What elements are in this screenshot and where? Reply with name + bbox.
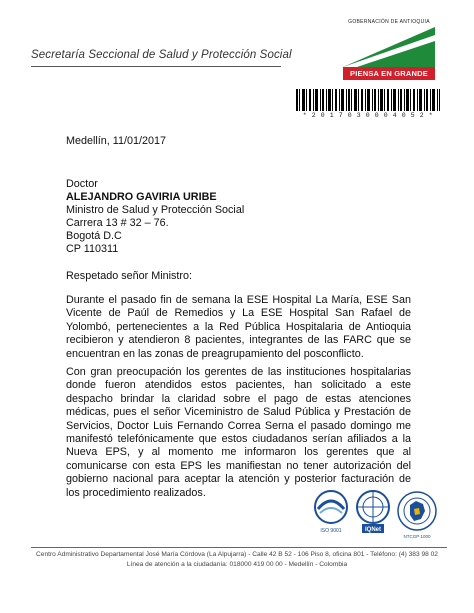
- body-paragraph-1: Durante el pasado fin de semana la ESE Hospital La María, ESE San Vicente de Paúl de Remedios y La ESE Hospital San Rafael de Yolombó, pertenecientes a la Red Pública Hospitalaria de Antioquia recibieron y atendieron 8 pacientes, integrantes de las FARC que se encuentran en las zonas de preagrupamiento del posconflicto.: [66, 294, 411, 360]
- iqnet-certification-logo: [354, 489, 392, 537]
- footer-address: Centro Administrativo Departamental José María Córdova (La Alpujarra) - Calle 42 B 52 - 106 Piso 8, oficina 801 - Teléfono: (4) 383 98 02: [36, 551, 438, 558]
- greeting: Respetado señor Ministro:: [66, 270, 193, 282]
- cert3-label: NTCGP 1000: [403, 534, 431, 539]
- recipient-city: Bogotá D.C: [66, 230, 122, 242]
- logo-banner: PIENSA EN GRANDE: [343, 67, 435, 80]
- cert2-label: IQNet: [364, 527, 382, 533]
- header-divider: [31, 66, 281, 67]
- footer-contact: Línea de atención a la ciudadanía: 018000 419 00 00 - Medellín - Colombia: [126, 561, 348, 568]
- flag-icon: [343, 27, 435, 67]
- gobernacion-logo: [343, 19, 435, 80]
- recipient-name: ALEJANDRO GAVIRIA URIBE: [66, 191, 217, 203]
- footer-divider: [31, 547, 447, 548]
- ntcgp-certification-logo: [396, 489, 438, 541]
- body-paragraph-2: Con gran preocupación los gerentes de las instituciones hospitalarias donde fueron atendidos estos pacientes, han solicitado a este despacho brindar la claridad sobre el pago de estas atenciones médicas, pues el señor Viceministro de Salud Pública y Prestación de Servicios, Doctor Luis Fernando Correa Serna el pasado domingo me manifestó telefónicamente que estos ciudadanos serían afiliados a la Nueva EPS, y al momento me informaron los gerentes que al comunicarse con esta EPS les manifiestan no tener autorización del gobierno nacional para aceptar la atención y posterior facturación de los procedimiento realizados.: [66, 366, 411, 499]
- secretaria-title: Secretaría Seccional de Salud y Protección Social: [31, 49, 292, 61]
- barcode-number: * 2 0 1 7 0 3 0 0 0 4 0 5 2 *: [302, 112, 434, 119]
- recipient-address: Carrera 13 # 32 – 76.: [66, 217, 169, 229]
- recipient-title: Doctor: [66, 178, 98, 190]
- cert1-label: ISO 9001: [320, 528, 342, 534]
- barcode-icon: [296, 89, 440, 111]
- logo-caption: GOBERNACIÓN DE ANTIOQUIA: [348, 19, 430, 25]
- recipient-position: Ministro de Salud y Protección Social: [66, 204, 245, 216]
- iso-certification-logo: [312, 489, 350, 537]
- recipient-postal: CP 110311: [66, 243, 119, 255]
- place-date: Medellín, 11/01/2017: [66, 135, 167, 147]
